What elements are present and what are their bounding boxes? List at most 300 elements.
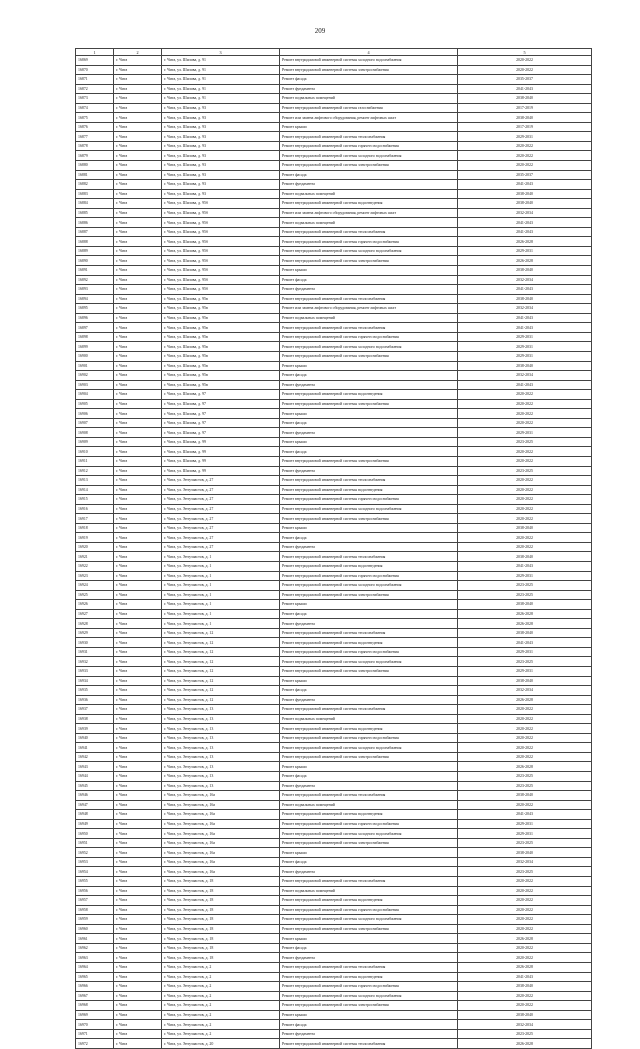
settlement-cell: г. Чита (114, 609, 162, 619)
period-cell: 2020-2022 (458, 724, 592, 734)
row-number-cell: 16962 (76, 943, 114, 953)
address-cell: г. Чита, ул. Шилова, д. 93 (162, 113, 280, 123)
work-type-cell: Ремонт фасада (280, 533, 458, 543)
row-number-cell: 16970 (76, 1020, 114, 1030)
period-cell: 2023-2025 (458, 437, 592, 447)
work-type-cell: Ремонт внутридомовой инженерной системы теплоснабжения (280, 791, 458, 801)
work-type-cell: Ремонт фундамента (280, 466, 458, 476)
period-cell: 2038-2040 (458, 848, 592, 858)
period-cell: 2032-2034 (458, 208, 592, 218)
address-cell: г. Чита, ул. Шилова, д. 95б (162, 266, 280, 276)
period-cell: 2020-2022 (458, 714, 592, 724)
address-cell: г. Чита, ул. Энтузиастов, д. 2 (162, 972, 280, 982)
table-row (76, 686, 592, 696)
settlement-cell: г. Чита (114, 628, 162, 638)
work-type-cell: Ремонт крыши (280, 122, 458, 132)
address-cell: г. Чита, ул. Шилова, д. 95б (162, 275, 280, 285)
settlement-cell: г. Чита (114, 208, 162, 218)
row-number-cell: 16882 (76, 180, 114, 190)
period-cell: 2038-2040 (458, 1010, 592, 1020)
work-type-cell: Ремонт внутридомовой инженерной системы водоотведения (280, 199, 458, 209)
address-cell: г. Чита, ул. Энтузиастов, д. 27 (162, 495, 280, 505)
table-row (76, 189, 592, 199)
period-cell: 2041-2043 (458, 638, 592, 648)
table-row (76, 141, 592, 151)
row-number-cell: 16932 (76, 657, 114, 667)
table-body (76, 49, 592, 1049)
table-row (76, 418, 592, 428)
period-cell: 2041-2043 (458, 180, 592, 190)
row-number-cell: 16919 (76, 533, 114, 543)
address-cell: г. Чита, ул. Энтузиастов, д. 12 (162, 686, 280, 696)
work-type-cell: Ремонт крыши (280, 934, 458, 944)
table-row (76, 399, 592, 409)
period-cell: 2020-2022 (458, 705, 592, 715)
address-cell: г. Чита, ул. Энтузиастов, д. 13 (162, 752, 280, 762)
row-number-cell: 16881 (76, 170, 114, 180)
work-type-cell: Ремонт внутридомовой инженерной системы теплоснабжения (280, 877, 458, 887)
settlement-cell: г. Чита (114, 705, 162, 715)
settlement-cell: г. Чита (114, 476, 162, 486)
period-cell: 2026-2028 (458, 609, 592, 619)
address-cell: г. Чита, ул. Энтузиастов, д. 1 (162, 552, 280, 562)
address-cell: г. Чита, ул. Шилова, д. 95б (162, 285, 280, 295)
period-cell: 2032-2034 (458, 275, 592, 285)
period-cell: 2020-2022 (458, 915, 592, 925)
settlement-cell: г. Чита (114, 246, 162, 256)
row-number-cell: 16933 (76, 667, 114, 677)
address-cell: г. Чита, ул. Шилова, д. 93 (162, 103, 280, 113)
settlement-cell: г. Чита (114, 657, 162, 667)
period-cell: 2032-2034 (458, 857, 592, 867)
work-type-cell: Ремонт внутридомовой инженерной системы теплоснабжения (280, 323, 458, 333)
settlement-cell: г. Чита (114, 399, 162, 409)
address-cell: г. Чита, ул. Энтузиастов, д. 12 (162, 638, 280, 648)
address-cell: г. Чита, ул. Шилова, д. 95в (162, 313, 280, 323)
settlement-cell: г. Чита (114, 667, 162, 677)
work-type-cell: Ремонт внутридомовой инженерной системы теплоснабжения (280, 227, 458, 237)
table-row (76, 151, 592, 161)
row-number-cell: 16897 (76, 323, 114, 333)
settlement-cell: г. Чита (114, 332, 162, 342)
settlement-cell: г. Чита (114, 943, 162, 953)
settlement-cell: г. Чита (114, 189, 162, 199)
settlement-cell: г. Чита (114, 791, 162, 801)
table-row (76, 743, 592, 753)
settlement-cell: г. Чита (114, 762, 162, 772)
period-cell: 2038-2040 (458, 523, 592, 533)
work-type-cell: Ремонт внутридомовой инженерной системы холодного водоснабжения (280, 657, 458, 667)
work-type-cell: Ремонт фундамента (280, 867, 458, 877)
address-cell: г. Чита, ул. Шилова, д. 93 (162, 132, 280, 142)
table-row (76, 982, 592, 992)
work-type-cell: Ремонт фундамента (280, 542, 458, 552)
row-number-cell: 16918 (76, 523, 114, 533)
address-cell: г. Чита, ул. Энтузиастов, д. 12 (162, 676, 280, 686)
settlement-cell: г. Чита (114, 1001, 162, 1011)
work-type-cell: Ремонт фасада (280, 686, 458, 696)
period-cell: 2023-2025 (458, 657, 592, 667)
period-cell: 2020-2022 (458, 495, 592, 505)
row-number-cell: 16966 (76, 982, 114, 992)
address-cell: г. Чита, ул. Энтузиастов, д. 16а (162, 848, 280, 858)
address-cell: г. Чита, ул. Шилова, д. 97 (162, 390, 280, 400)
row-number-cell: 16870 (76, 65, 114, 75)
work-type-cell: Ремонт фасада (280, 418, 458, 428)
period-cell: 2032-2034 (458, 371, 592, 381)
row-number-cell: 16950 (76, 829, 114, 839)
address-cell: г. Чита, ул. Энтузиастов, д. 13 (162, 762, 280, 772)
row-number-cell: 16912 (76, 466, 114, 476)
column-number-2: 2 (114, 49, 162, 56)
work-type-cell: Ремонт внутридомовой инженерной системы электроснабжения (280, 590, 458, 600)
settlement-cell: г. Чита (114, 180, 162, 190)
address-cell: г. Чита, ул. Шилова, д. 95б (162, 199, 280, 209)
address-cell: г. Чита, ул. Энтузиастов, д. 12 (162, 657, 280, 667)
table-row (76, 495, 592, 505)
work-type-cell: Ремонт подвальных помещений (280, 313, 458, 323)
table-row (76, 504, 592, 514)
period-cell: 2032-2034 (458, 304, 592, 314)
work-type-cell: Ремонт внутридомовой инженерной системы газоснабжения (280, 103, 458, 113)
period-cell: 2029-2031 (458, 647, 592, 657)
settlement-cell: г. Чита (114, 772, 162, 782)
work-type-cell: Ремонт фундамента (280, 180, 458, 190)
period-cell: 2023-2025 (458, 838, 592, 848)
settlement-cell: г. Чита (114, 218, 162, 228)
period-cell: 2020-2022 (458, 542, 592, 552)
table-row (76, 103, 592, 113)
settlement-cell: г. Чита (114, 972, 162, 982)
row-number-cell: 16911 (76, 456, 114, 466)
period-cell: 2026-2028 (458, 256, 592, 266)
table-row (76, 991, 592, 1001)
period-cell: 2029-2031 (458, 428, 592, 438)
address-cell: г. Чита, ул. Энтузиастов, д. 27 (162, 533, 280, 543)
work-type-cell: Ремонт фасада (280, 609, 458, 619)
address-cell: г. Чита, ул. Энтузиастов, д. 13 (162, 781, 280, 791)
address-cell: г. Чита, ул. Энтузиастов, д. 18 (162, 877, 280, 887)
settlement-cell: г. Чита (114, 456, 162, 466)
settlement-cell: г. Чита (114, 428, 162, 438)
address-cell: г. Чита, ул. Шилова, д. 97 (162, 428, 280, 438)
settlement-cell: г. Чита (114, 285, 162, 295)
settlement-cell: г. Чита (114, 266, 162, 276)
settlement-cell: г. Чита (114, 122, 162, 132)
row-number-cell: 16971 (76, 1029, 114, 1039)
table-row (76, 667, 592, 677)
table-row (76, 705, 592, 715)
column-number-row (76, 49, 592, 56)
row-number-cell: 16956 (76, 886, 114, 896)
row-number-cell: 16874 (76, 103, 114, 113)
table-row (76, 953, 592, 963)
work-type-cell: Ремонт внутридомовой инженерной системы холодного водоснабжения (280, 991, 458, 1001)
column-number-3: 3 (162, 49, 280, 56)
address-cell: г. Чита, ул. Шилова, д. 91 (162, 65, 280, 75)
work-type-cell: Ремонт внутридомовой инженерной системы горячего водоснабжения (280, 495, 458, 505)
table-row (76, 256, 592, 266)
row-number-cell: 16909 (76, 437, 114, 447)
work-type-cell: Ремонт внутридомовой инженерной системы горячего водоснабжения (280, 819, 458, 829)
address-cell: г. Чита, ул. Шилова, д. 93 (162, 151, 280, 161)
address-cell: г. Чита, ул. Энтузиастов, д. 2 (162, 1020, 280, 1030)
row-number-cell: 16924 (76, 581, 114, 591)
table-row (76, 361, 592, 371)
work-type-cell: Ремонт подвальных помещений (280, 218, 458, 228)
period-cell: 2041-2043 (458, 227, 592, 237)
work-type-cell: Ремонт фасада (280, 772, 458, 782)
settlement-cell: г. Чита (114, 313, 162, 323)
row-number-cell: 16928 (76, 619, 114, 629)
address-cell: г. Чита, ул. Шилова, д. 95в (162, 304, 280, 314)
address-cell: г. Чита, ул. Шилова, д. 91 (162, 84, 280, 94)
period-cell: 2041-2043 (458, 218, 592, 228)
row-number-cell: 16944 (76, 772, 114, 782)
address-cell: г. Чита, ул. Шилова, д. 95б (162, 208, 280, 218)
settlement-cell: г. Чита (114, 371, 162, 381)
address-cell: г. Чита, ул. Энтузиастов, д. 16а (162, 791, 280, 801)
row-number-cell: 16925 (76, 590, 114, 600)
settlement-cell: г. Чита (114, 581, 162, 591)
settlement-cell: г. Чита (114, 485, 162, 495)
work-type-cell: Ремонт внутридомовой инженерной системы горячего водоснабжения (280, 905, 458, 915)
period-cell: 2020-2022 (458, 886, 592, 896)
work-type-cell: Ремонт внутридомовой инженерной системы теплоснабжения (280, 476, 458, 486)
row-number-cell: 16888 (76, 237, 114, 247)
table-row (76, 523, 592, 533)
row-number-cell: 16955 (76, 877, 114, 887)
settlement-cell: г. Чита (114, 781, 162, 791)
work-type-cell: Ремонт внутридомовой инженерной системы холодного водоснабжения (280, 504, 458, 514)
address-cell: г. Чита, ул. Энтузиастов, д. 13 (162, 714, 280, 724)
row-number-cell: 16945 (76, 781, 114, 791)
address-cell: г. Чита, ул. Энтузиастов, д. 18 (162, 934, 280, 944)
address-cell: г. Чита, ул. Шилова, д. 91 (162, 75, 280, 85)
period-cell: 2026-2028 (458, 762, 592, 772)
address-cell: г. Чита, ул. Энтузиастов, д. 27 (162, 523, 280, 533)
address-cell: г. Чита, ул. Энтузиастов, д. 1 (162, 590, 280, 600)
work-type-cell: Ремонт внутридомовой инженерной системы холодного водоснабжения (280, 246, 458, 256)
address-cell: г. Чита, ул. Энтузиастов, д. 16а (162, 857, 280, 867)
settlement-cell: г. Чита (114, 848, 162, 858)
table-row (76, 371, 592, 381)
table-row (76, 1010, 592, 1020)
row-number-cell: 16906 (76, 409, 114, 419)
period-cell: 2023-2025 (458, 466, 592, 476)
work-type-cell: Ремонт крыши (280, 1010, 458, 1020)
row-number-cell: 16880 (76, 161, 114, 171)
period-cell: 2023-2025 (458, 1029, 592, 1039)
address-cell: г. Чита, ул. Шилова, д. 95в (162, 371, 280, 381)
settlement-cell: г. Чита (114, 800, 162, 810)
period-cell: 2020-2022 (458, 390, 592, 400)
table-row (76, 342, 592, 352)
address-cell: г. Чита, ул. Энтузиастов, д. 2 (162, 991, 280, 1001)
work-type-cell: Ремонт внутридомовой инженерной системы теплоснабжения (280, 705, 458, 715)
table-row (76, 657, 592, 667)
address-cell: г. Чита, ул. Шилова, д. 95б (162, 227, 280, 237)
period-cell: 2020-2022 (458, 533, 592, 543)
period-cell: 2029-2031 (458, 829, 592, 839)
period-cell: 2038-2040 (458, 982, 592, 992)
work-type-cell: Ремонт крыши (280, 762, 458, 772)
settlement-cell: г. Чита (114, 361, 162, 371)
address-cell: г. Чита, ул. Энтузиастов, д. 16а (162, 829, 280, 839)
period-cell: 2038-2040 (458, 94, 592, 104)
settlement-cell: г. Чита (114, 141, 162, 151)
period-cell: 2020-2022 (458, 877, 592, 887)
row-number-cell: 16935 (76, 686, 114, 696)
address-cell: г. Чита, ул. Энтузиастов, д. 2 (162, 1001, 280, 1011)
period-cell: 2020-2022 (458, 141, 592, 151)
period-cell: 2029-2031 (458, 132, 592, 142)
table-row (76, 113, 592, 123)
period-cell: 2026-2028 (458, 695, 592, 705)
address-cell: г. Чита, ул. Шилова, д. 93 (162, 122, 280, 132)
address-cell: г. Чита, ул. Шилова, д. 95б (162, 237, 280, 247)
period-cell: 2023-2025 (458, 590, 592, 600)
table-row (76, 714, 592, 724)
period-cell: 2020-2022 (458, 151, 592, 161)
row-number-cell: 16910 (76, 447, 114, 457)
period-cell: 2041-2043 (458, 323, 592, 333)
address-cell: г. Чита, ул. Шилова, д. 95в (162, 361, 280, 371)
settlement-cell: г. Чита (114, 1010, 162, 1020)
work-type-cell: Ремонт внутридомовой инженерной системы электроснабжения (280, 514, 458, 524)
address-cell: г. Чита, ул. Шилова, д. 93 (162, 141, 280, 151)
table-row (76, 132, 592, 142)
period-cell: 2020-2022 (458, 743, 592, 753)
table-row (76, 1020, 592, 1030)
row-number-cell: 16899 (76, 342, 114, 352)
row-number-cell: 16887 (76, 227, 114, 237)
period-cell: 2038-2040 (458, 791, 592, 801)
table-row (76, 676, 592, 686)
address-cell: г. Чита, ул. Энтузиастов, д. 18 (162, 943, 280, 953)
work-type-cell: Ремонт внутридомовой инженерной системы горячего водоснабжения (280, 571, 458, 581)
table-row (76, 609, 592, 619)
period-cell: 2041-2043 (458, 972, 592, 982)
settlement-cell: г. Чита (114, 561, 162, 571)
settlement-cell: г. Чита (114, 571, 162, 581)
row-number-cell: 16965 (76, 972, 114, 982)
address-cell: г. Чита, ул. Энтузиастов, д. 16а (162, 810, 280, 820)
address-cell: г. Чита, ул. Энтузиастов, д. 18 (162, 953, 280, 963)
period-cell: 2032-2034 (458, 686, 592, 696)
period-cell: 2038-2040 (458, 113, 592, 123)
row-number-cell: 16946 (76, 791, 114, 801)
period-cell: 2020-2022 (458, 752, 592, 762)
address-cell: г. Чита, ул. Шилова, д. 99 (162, 447, 280, 457)
work-type-cell: Ремонт фундамента (280, 953, 458, 963)
settlement-cell: г. Чита (114, 962, 162, 972)
row-number-cell: 16937 (76, 705, 114, 715)
address-cell: г. Чита, ул. Энтузиастов, д. 12 (162, 628, 280, 638)
address-cell: г. Чита, ул. Энтузиастов, д. 12 (162, 695, 280, 705)
settlement-cell: г. Чита (114, 523, 162, 533)
row-number-cell: 16904 (76, 390, 114, 400)
table-row (76, 323, 592, 333)
work-type-cell: Ремонт или замена лифтового оборудования, ремонт лифтовых шахт (280, 208, 458, 218)
row-number-cell: 16923 (76, 571, 114, 581)
table-row (76, 56, 592, 66)
table-row (76, 237, 592, 247)
table-row (76, 456, 592, 466)
address-cell: г. Чита, ул. Шилова, д. 91 (162, 56, 280, 66)
period-cell: 2020-2022 (458, 905, 592, 915)
table-row (76, 161, 592, 171)
table-row (76, 962, 592, 972)
address-cell: г. Чита, ул. Энтузиастов, д. 18 (162, 886, 280, 896)
row-number-cell: 16893 (76, 285, 114, 295)
settlement-cell: г. Чита (114, 743, 162, 753)
settlement-cell: г. Чита (114, 590, 162, 600)
work-type-cell: Ремонт или замена лифтового оборудования, ремонт лифтовых шахт (280, 113, 458, 123)
address-cell: г. Чита, ул. Шилова, д. 91 (162, 94, 280, 104)
settlement-cell: г. Чита (114, 418, 162, 428)
table-row (76, 294, 592, 304)
settlement-cell: г. Чита (114, 113, 162, 123)
period-cell: 2020-2022 (458, 56, 592, 66)
work-type-cell: Ремонт внутридомовой инженерной системы теплоснабжения (280, 552, 458, 562)
row-number-cell: 16892 (76, 275, 114, 285)
address-cell: г. Чита, ул. Энтузиастов, д. 1 (162, 561, 280, 571)
address-cell: г. Чита, ул. Шилова, д. 93 (162, 170, 280, 180)
period-cell: 2035-2037 (458, 170, 592, 180)
row-number-cell: 16967 (76, 991, 114, 1001)
settlement-cell: г. Чита (114, 390, 162, 400)
work-type-cell: Ремонт внутридомовой инженерной системы горячего водоснабжения (280, 733, 458, 743)
table-row (76, 561, 592, 571)
settlement-cell: г. Чита (114, 237, 162, 247)
row-number-cell: 16943 (76, 762, 114, 772)
settlement-cell: г. Чита (114, 867, 162, 877)
settlement-cell: г. Чита (114, 514, 162, 524)
work-type-cell: Ремонт внутридомовой инженерной системы холодного водоснабжения (280, 56, 458, 66)
address-cell: г. Чита, ул. Шилова, д. 95в (162, 342, 280, 352)
period-cell: 2041-2043 (458, 285, 592, 295)
table-row (76, 877, 592, 887)
address-cell: г. Чита, ул. Энтузиастов, д. 2 (162, 1010, 280, 1020)
table-row (76, 1039, 592, 1049)
table-row (76, 65, 592, 75)
settlement-cell: г. Чита (114, 714, 162, 724)
address-cell: г. Чита, ул. Энтузиастов, д. 2 (162, 962, 280, 972)
work-type-cell: Ремонт подвальных помещений (280, 886, 458, 896)
address-cell: г. Чита, ул. Энтузиастов, д. 16а (162, 838, 280, 848)
row-number-cell: 16959 (76, 915, 114, 925)
period-cell: 2029-2031 (458, 351, 592, 361)
period-cell: 2026-2028 (458, 934, 592, 944)
table-row (76, 819, 592, 829)
address-cell: г. Чита, ул. Энтузиастов, д. 13 (162, 743, 280, 753)
settlement-cell: г. Чита (114, 170, 162, 180)
table-row (76, 552, 592, 562)
row-number-cell: 16957 (76, 896, 114, 906)
work-type-cell: Ремонт подвальных помещений (280, 714, 458, 724)
settlement-cell: г. Чита (114, 447, 162, 457)
period-cell: 2038-2040 (458, 600, 592, 610)
address-cell: г. Чита, ул. Энтузиастов, д. 18 (162, 924, 280, 934)
work-type-cell: Ремонт фундамента (280, 380, 458, 390)
period-cell: 2029-2031 (458, 819, 592, 829)
table-row (76, 571, 592, 581)
address-cell: г. Чита, ул. Шилова, д. 95в (162, 332, 280, 342)
address-cell: г. Чита, ул. Энтузиастов, д. 27 (162, 514, 280, 524)
address-cell: г. Чита, ул. Энтузиастов, д. 2 (162, 982, 280, 992)
period-cell: 2041-2043 (458, 810, 592, 820)
